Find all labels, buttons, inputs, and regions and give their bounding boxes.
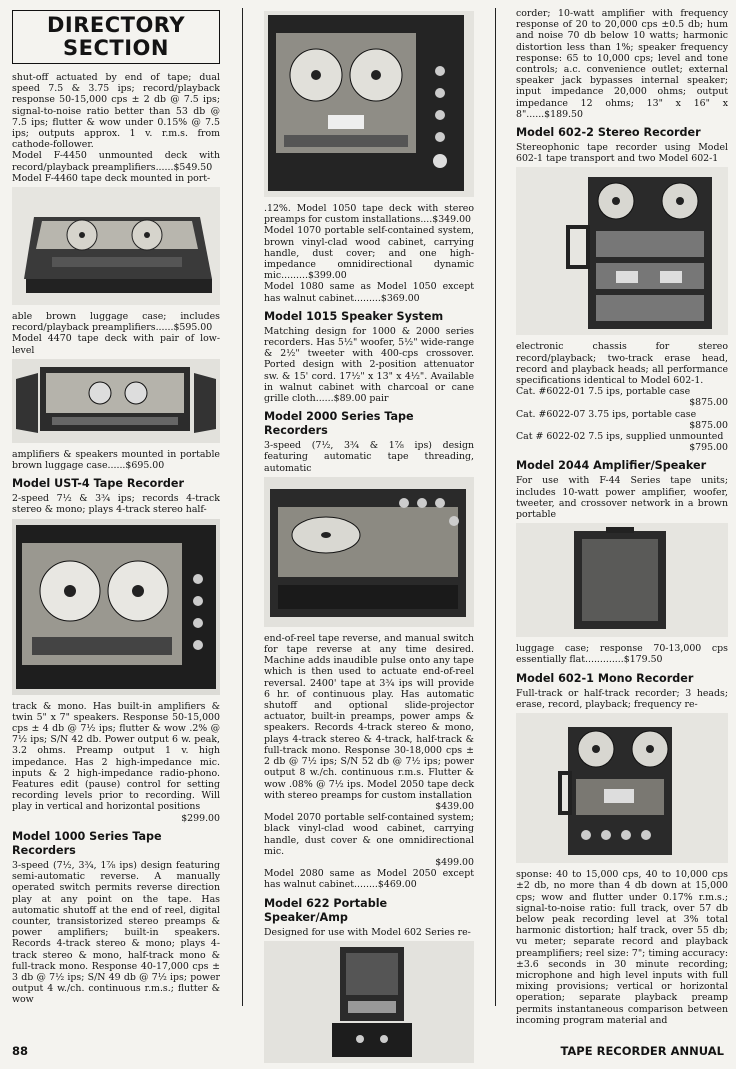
model-2000-recorder-photo [264,477,474,627]
paragraph-text: amplifiers & speakers mounted in portable brown luggage case [12,448,220,472]
paragraph: Matching design for 1000 & 2000 series recorders. Has 5½" woofer, 5½" wide-range & 2½" tweeter with 400-cps crossover. Ported design with 2-position attenuator sw. & 15' cord. 17½" x 13" x 4½". Available in walnut cabinet with charcoal or cane grille cloth......$89.00 pair [264,325,474,405]
paragraph: amplifiers & speakers mounted in portable brown luggage case......$695.00 [12,448,220,472]
paragraph-text: Model 2080 same as Model 2050 except has walnut cabinet [264,868,474,891]
header-line-2: SECTION [63,36,169,60]
paragraph: Stereophonic tape recorder using Model 602-1 tape transport and two Model 602-1 [516,142,728,165]
paragraph: Model F-4460 tape deck mounted in port- [12,172,211,184]
column-3 [516,8,728,1026]
paragraph: Model 2080 same as Model 2050 except has walnut cabinet........$469.00 [264,868,474,891]
tape-deck-photo [12,187,220,305]
paragraph: Model 1080 same as Model 1050 except has walnut cabinet.........$369.00 [264,281,474,304]
section-heading: Model UST-4 Tape Recorder [12,477,184,491]
paragraph [264,633,474,801]
price: $349.00 [432,214,472,226]
catalog-line: Cat # 6022-02 7.5 ips, supplied unmounted [516,431,724,443]
page-number: 88 [12,1044,29,1058]
paragraph: able brown luggage case; includes record/playback preamplifiers......$595.00 [12,311,220,334]
paragraph-text: corder; 10-watt amplifier with frequency response of 20 to 20,000 cps ±0.5 db; hum and noise 70 db below 10 watts; harmonic distortion less than 1%; speaker frequency response: 65 to 10,000 cps; level and tone controls; a.c. convenience outlet; external speaker jack bypasses internal speaker; input impedance 20,000 ohms; output impedance 12 ohms; 13" x 16" x 8" [516,8,728,120]
paragraph [264,812,474,857]
column-1 [12,8,220,1006]
paragraph: For use with F-44 Series tape units; includes 10-watt power amplifier, woofer, tweeter, and crossover network in a brown portable [516,475,728,521]
model-1000-recorder-photo [264,11,474,197]
paragraph-text: .12%. Model 1050 tape deck with stereo preamps for custom installations [264,203,474,226]
paragraph: Model 4470 tape deck with pair of low-level [12,333,220,356]
catalog-line: Cat. #6022-01 7.5 ips, portable case [516,386,691,398]
paragraph-text: able brown luggage case; includes record/playback preamplifiers [12,311,220,334]
header-line-1: DIRECTORY [46,13,186,37]
section-heading: Model 602-1 Mono Recorder [516,671,694,685]
price: $795.00 [689,442,728,454]
section-heading: Model 1015 Speaker System [264,309,444,323]
price: $875.00 [689,419,728,431]
price: $549.50 [173,161,213,173]
price: $499.00 [435,856,474,868]
section-heading: Model 622 Portable Speaker/Amp [264,896,388,924]
paragraph: Model 1070 portable self-contained system, brown vinyl-clad wood cabinet, carrying handle, dust cover; and one high-impedance omnidirectional dynamic mic.........$399.00 [264,225,474,282]
model-602-2-recorder-photo [516,167,728,335]
price: $89.00 pair [333,393,389,405]
paragraph: corder; 10-watt amplifier with frequency response of 20 to 20,000 cps ±0.5 db; hum and noise 70 db below 10 watts; harmonic distortion less than 1%; speaker frequency response: 65 to 10,000 cps; level and tone controls; a.c. convenience outlet; external speaker jack bypasses internal speaker; input impedance 20,000 ohms; output impedance 12 ohms; 13" x 16" x 8"......$189.50 [516,8,728,120]
price: $875.00 [689,397,728,409]
model-602-1-recorder-photo [516,713,728,863]
publication-title: TAPE RECORDER ANNUAL [560,1044,724,1058]
price: $439.00 [435,800,474,812]
model-622-speaker-photo [264,941,474,1063]
model-2044-speaker-photo [516,523,728,637]
paragraph: shut-off actuated by end of tape; dual speed 7.5 & 3.75 ips; record/playback response 50-15,000 cps ± 2 db @ 7.5 ips; signal-to-noise ratio better than 53 db @ 7.5 ips; flutter & wow under 0.15% @ 7.5 ips; outputs approx. 1 v. r.m.s. from cathode-follower. [12,72,220,151]
paragraph: 2-speed 7½ & 3¾ ips; records 4-track stereo & mono; plays 4-track stereo half- [12,493,220,516]
price: $299.00 [181,812,220,824]
column-2 [264,8,474,1069]
paragraph-text: Matching design for 1000 & 2000 series recorders. Has 5½" woofer, 5½" wide-range & 2½" tweeter with 400-cps crossover. Ported design with 2-position attenuator sw. & 15' cord. 17½" x 13" x 4½". Available in walnut cabinet with charcoal or cane grille cloth [264,325,474,405]
tape-deck-with-speakers-photo [12,359,220,443]
paragraph: luggage case; response 70-13,000 cps essentially flat.............$179.50 [516,643,728,666]
catalog-line: Cat. #6022-07 3.75 ips, portable case [516,408,697,420]
paragraph [12,701,220,813]
paragraph-text: end-of-reel tape reverse, and manual switch for tape reverse at any time desired. Machine adds inaudible pulse onto any tape which is then used to actuate end-of-reel reversal. 2400' tape at 3¾ ips will provide 6 hr. of continuous play. Has automatic shutoff and optional slide-projector actuator, built-in preamps, power amps & speakers. Records 4-track stereo & mono, plays 4-track stereo & 4-track, half-track & full-track mono. Response 30-18,000 cps ± 2 db @ 7½ ips; S/N 52 db @ 7½ ips; power output 8 w./ch. continuous r.m.s. Flutter & wow .08% @ 7½ ips. Model 2050 tape deck with stereo preamps for custom installation [264,632,474,801]
ust4-recorder-photo [12,519,220,695]
paragraph-text: Model 2070 portable self-contained system; black vinyl-clad wood cabinet, carrying handle, dust cover & one omnidirectional mic. [264,812,474,857]
column-divider [495,8,496,1006]
section-heading: Model 2000 Series Tape Recorders [264,410,414,438]
column-divider [242,8,243,1006]
directory-section-header [12,10,220,64]
paragraph: sponse: 40 to 15,000 cps, 40 to 10,000 cps ±2 db, no more than 4 db down at 15,000 cps; wow and flutter under 0.17% r.m.s.; signal-to-noise ratio: full track, over 57 db below peak recording level at 3% total harmonic distortion; half track, over 55 db; vu meter; separate record and playback preamplifiers; reel size: 7"; timing accuracy: ±3.6 seconds in 30 minute recording; microphone and high level inputs with full mixing provisions; vertical or horizontal operation; separate playback preamp permits instantaneous comparison between incoming program material and [516,869,728,1026]
price: $189.50 [544,108,583,120]
section-heading: Model 602-2 Stereo Recorder [516,126,701,140]
paragraph: 3-speed (7½, 3¾, 1⅞ ips) design featuring semi-automatic reverse. A manually operated switch permits reverse direction play at any point on the tape. Has automatic shutoff at the end of reel, digital counter, transistorized stereo preamps & power amplifiers; built-in speakers. Records 4-track stereo & mono; plays 4-track stereo & mono, half-track mono & full-track mono. Response 40-17,000 cps ± 3 db @ 7½ ips; S/N 49 db @ 7½ ips; power output 4 w./ch. continuous r.m.s.; flutter & wow [12,859,220,1006]
paragraph: 3-speed (7½, 3¾ & 1⅞ ips) design featuring automatic tape threading, automatic [264,440,474,474]
price: $179.50 [623,654,663,666]
paragraph-text: luggage case; response 70-13,000 cps essentially flat [516,643,728,666]
paragraph: electronic chassis for stereo record/playback; two-track erase head, record and playback heads; all performance specifications identical to Model 602-1. [516,341,728,387]
paragraph-text: Model 1080 same as Model 1050 except has walnut cabinet [264,281,474,304]
price: $399.00 [307,270,347,282]
price: $369.00 [380,292,420,304]
paragraph-text: Model 1070 portable self-contained system, brown vinyl-clad wood cabinet, carrying handle, dust cover; and one high-impedance omnidirectional dynamic mic [264,225,474,282]
section-heading: Model 1000 Series Tape Recorders [12,829,162,857]
paragraph: Designed for use with Model 602 Series re- [264,926,471,938]
paragraph-text: track & mono. Has built-in amplifiers & twin 5" x 7" speakers. Response 50-15,000 cps ± 4 db @ 7½ ips; flutter & wow .2% @ 7½ ips; S/N 42 db. Power output 6 w. peak, 3.2 ohms. Preamp output 1 v. high impedance. Has 2 high-impedance mic. inputs & 2 high-impedance radio-phono. Features edit (pause) control for setting recording levels prior to recording. Will play in vertical and horizontal positions [12,700,220,813]
paragraph: .12%. Model 1050 tape deck with stereo preamps for custom installations....$349.00 [264,203,474,226]
price: $595.00 [173,322,213,334]
paragraph-text: Model F-4450 unmounted deck with record/playback preamplifiers [12,150,220,173]
section-heading: Model 2044 Amplifier/Speaker [516,459,707,473]
paragraph: Model F-4450 unmounted deck with record/playback preamplifiers......$549.50 [12,150,220,173]
price: $695.00 [125,460,165,472]
price: $469.00 [377,879,417,891]
paragraph: Full-track or half-track recorder; 3 heads; erase, record, playback; frequency re- [516,687,728,710]
